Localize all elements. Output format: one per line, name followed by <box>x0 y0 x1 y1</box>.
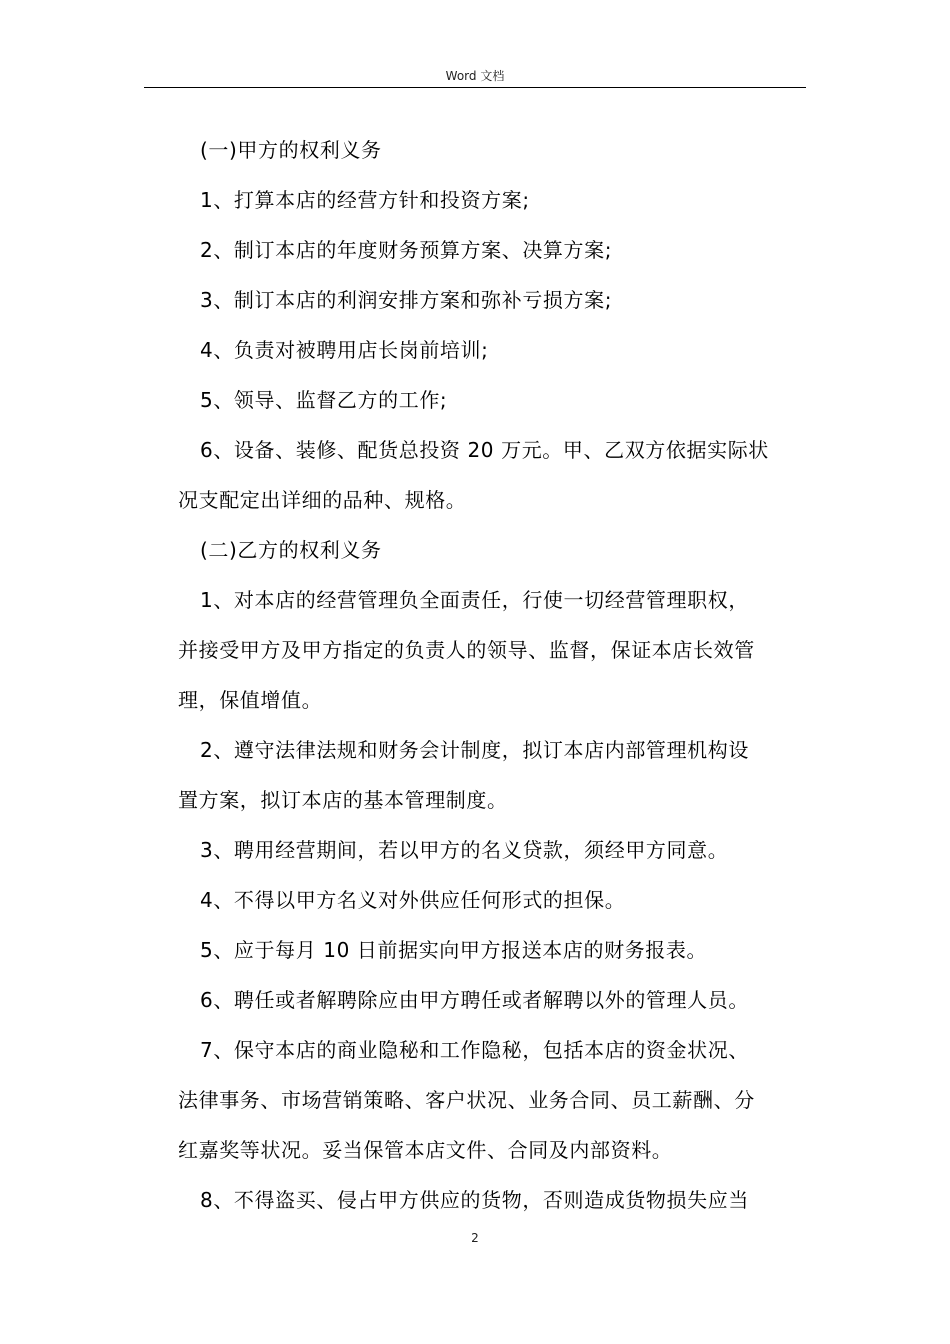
header-divider <box>144 87 806 88</box>
document-body <box>178 125 804 1225</box>
text-line: 况支配定出详细的品种、规格。 <box>178 488 467 512</box>
page-number: 2 <box>471 1231 479 1245</box>
text-line: 4、不得以甲方名义对外供应任何形式的担保。 <box>200 888 626 912</box>
text-line: 7、保守本店的商业隐秘和工作隐秘，包括本店的资金状况、 <box>200 1038 749 1062</box>
text-line: 法律事务、市场营销策略、客户状况、业务合同、员工薪酬、分 <box>178 1088 755 1112</box>
text-line: 红嘉奖等状况。妥当保管本店文件、合同及内部资料。 <box>178 1138 673 1162</box>
page-header-label: Word 文档 <box>445 69 505 83</box>
text-line: 并接受甲方及甲方指定的负责人的领导、监督，保证本店长效管 <box>178 638 755 662</box>
text-line: 8、不得盗买、侵占甲方供应的货物，否则造成货物损失应当 <box>200 1188 749 1212</box>
text-line: 6、聘任或者解聘除应由甲方聘任或者解聘以外的管理人员。 <box>200 988 749 1012</box>
text-line: 5、应于每月 10 日前据实向甲方报送本店的财务报表。 <box>200 938 708 962</box>
text-line: 1、打算本店的经营方针和投资方案; <box>200 188 530 212</box>
text-line: 2、制订本店的年度财务预算方案、决算方案; <box>200 238 613 262</box>
text-line: 5、领导、监督乙方的工作; <box>200 388 448 412</box>
text-line: 理，保值增值。 <box>178 688 323 712</box>
text-line: 1、对本店的经营管理负全面责任，行使一切经营管理职权， <box>200 588 749 612</box>
text-line: 置方案，拟订本店的基本管理制度。 <box>178 788 508 812</box>
text-line: 4、负责对被聘用店长岗前培训; <box>200 338 489 362</box>
text-line: (二)乙方的权利义务 <box>200 538 382 562</box>
text-line: 2、遵守法律法规和财务会计制度，拟订本店内部管理机构设 <box>200 738 749 762</box>
text-line: 6、设备、装修、配货总投资 20 万元。甲、乙双方依据实际状 <box>200 438 769 462</box>
text-line: (一)甲方的权利义务 <box>200 138 382 162</box>
text-line: 3、制订本店的利润安排方案和弥补亏损方案; <box>200 288 613 312</box>
text-line: 3、聘用经营期间，若以甲方的名义贷款，须经甲方同意。 <box>200 838 729 862</box>
